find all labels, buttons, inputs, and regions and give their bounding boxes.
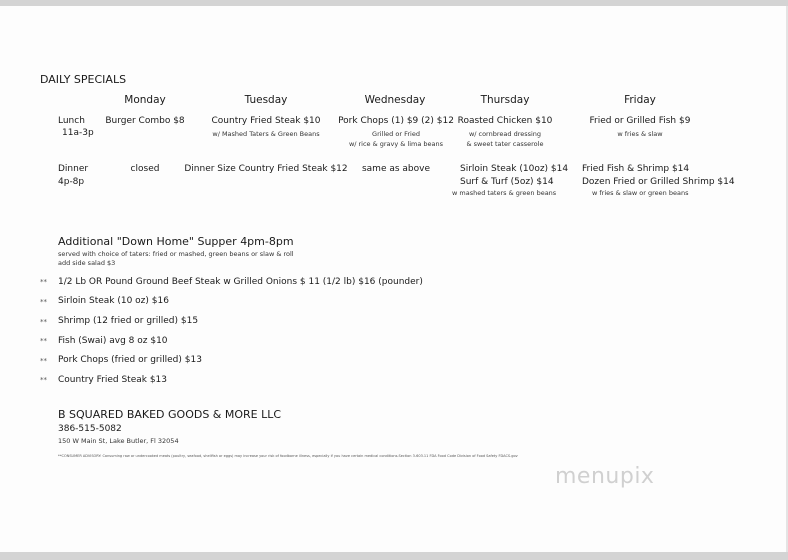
lunch-monday: Burger Combo $8	[105, 116, 185, 126]
bottom-border	[0, 552, 788, 560]
supper-title: Additional "Down Home" Supper 4pm-8pm	[58, 235, 294, 248]
list-marker: **	[40, 337, 47, 345]
list-marker: **	[40, 278, 47, 286]
day-header-wednesday: Wednesday	[364, 94, 426, 106]
dinner-friday-note: w fries & slaw or green beans	[592, 189, 689, 197]
dinner-thursday-note: w mashed taters & green beans	[452, 189, 557, 197]
day-header-thursday: Thursday	[480, 94, 530, 106]
lunch-wednesday-note-1: Grilled or Fried	[372, 130, 420, 138]
consumer-advisory: **CONSUMER ADVISORY: Consuming raw or undercooked meats (poultry, seafood, shellfish or eggs) may increase your risk of foodborne illness, especially if you have certain medical conditions.Section 3-603.11 FDA Food Code Division of Food Safety FDACS.gov	[58, 454, 518, 458]
lunch-thursday-note-2: & sweet tater casserole	[466, 140, 544, 148]
dinner-tuesday: Dinner Size Country Fried Steak $12	[184, 164, 348, 174]
business-name: B SQUARED BAKED GOODS & MORE LLC	[58, 408, 282, 421]
lunch-thursday: Roasted Chicken $10	[457, 116, 553, 126]
dinner-thursday-1: Sirloin Steak (10oz) $14	[460, 164, 569, 174]
lunch-label: Lunch	[58, 116, 85, 126]
dinner-friday-2: Dozen Fried or Grilled Shrimp $14	[582, 177, 735, 187]
list-marker: **	[40, 376, 47, 384]
supper-item: Fish (Swai) avg 8 oz $10	[58, 336, 168, 346]
list-marker: **	[40, 357, 47, 365]
supper-item: Sirloin Steak (10 oz) $16	[58, 296, 169, 306]
business-address: 150 W Main St, Lake Butler, Fl 32054	[58, 437, 179, 445]
lunch-tuesday-note: w/ Mashed Taters & Green Beans	[212, 130, 320, 138]
dinner-label: Dinner	[58, 164, 89, 174]
day-header-tuesday: Tuesday	[244, 94, 288, 106]
lunch-friday: Fried or Grilled Fish $9	[589, 116, 691, 126]
list-marker: **	[40, 318, 47, 326]
day-header-monday: Monday	[124, 94, 166, 106]
lunch-wednesday: Pork Chops (1) $9 (2) $12	[338, 116, 454, 126]
lunch-tuesday: Country Fried Steak $10	[211, 116, 321, 126]
lunch-friday-note: w fries & slaw	[617, 130, 663, 138]
business-phone: 386-515-5082	[58, 424, 122, 434]
top-border	[0, 0, 788, 6]
supper-item: 1/2 Lb OR Pound Ground Beef Steak w Grilled Onions $ 11 (1/2 lb) $16 (pounder)	[58, 277, 423, 287]
lunch-hours: 11a-3p	[62, 128, 94, 138]
dinner-hours: 4p-8p	[58, 177, 85, 187]
dinner-monday: closed	[130, 164, 160, 174]
supper-item: Shrimp (12 fried or grilled) $15	[58, 316, 199, 326]
supper-item: Country Fried Steak $13	[58, 375, 167, 385]
supper-note-2: add side salad $3	[58, 259, 116, 267]
list-marker: **	[40, 298, 47, 306]
dinner-wednesday: same as above	[361, 164, 431, 174]
day-header-friday: Friday	[624, 94, 656, 106]
page-title: DAILY SPECIALS	[40, 73, 127, 86]
lunch-thursday-note-1: w/ cornbread dressing	[468, 130, 542, 138]
dinner-friday-1: Fried Fish & Shrimp $14	[582, 164, 690, 174]
supper-item: Pork Chops (fried or grilled) $13	[58, 355, 202, 365]
supper-note-1: served with choice of taters: fried or mashed, green beans or slaw & roll	[58, 250, 294, 258]
watermark-logo: menupix	[555, 464, 655, 489]
dinner-thursday-2: Surf & Turf (5oz) $14	[460, 177, 554, 187]
lunch-wednesday-note-2: w/ rice & gravy & lima beans	[348, 140, 444, 148]
